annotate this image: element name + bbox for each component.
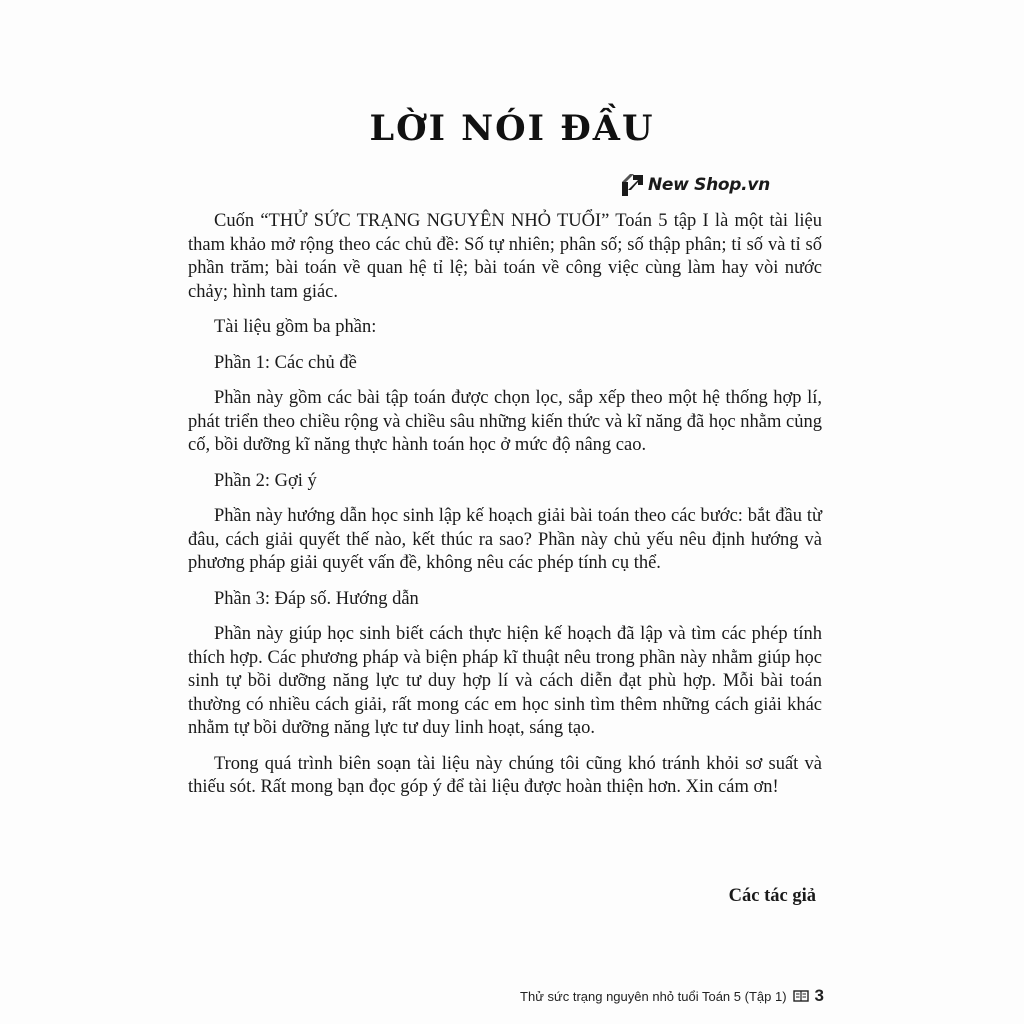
preface-body [188,210,822,812]
watermark-logo [620,170,770,200]
page-number: 3 [814,986,824,1005]
page-footer [520,986,824,1006]
paragraph-closing: Trong quá trình biên soạn tài liệu này chúng tôi cũng khó tránh khỏi sơ suất và thiếu sót. Rất mong bạn đọc góp ý để tài liệu được hoàn thiện hơn. Xin cám ơn! [188,753,822,797]
logo-text: New Shop.vn [648,175,770,195]
book-icon [793,989,809,1003]
paragraph-part-2: Phần này hướng dẫn học sinh lập kế hoạch giải bài toán theo các bước: bắt đầu từ đâu, cách giải quyết thế nào, kết thúc ra sao? Phần này chủ yếu nêu định hướng và phương pháp giải quyết vấn đề, không nêu các phép tính cụ thể. [188,506,822,573]
paragraph-part-1: Phần này gồm các bài tập toán được chọn lọc, sắp xếp theo một hệ thống hợp lí, phát triển theo chiều rộng và chiều sâu những kiến thức và kĩ năng đã học nhằm củng cố, bồi dưỡng kĩ năng thực hành toán học ở mức độ nâng cao. [188,388,822,455]
footer-book-title: Thử sức trạng nguyên nhỏ tuổi Toán 5 (Tập 1) [520,988,787,1004]
section-heading-part-2: Phần 2: Gợi ý [214,470,317,491]
signature: Các tác giả [728,886,816,906]
section-heading-part-1: Phần 1: Các chủ đề [214,352,357,373]
paragraph-part-3: Phần này giúp học sinh biết cách thực hiện kế hoạch đã lập và tìm các phép tính thích hợp. Các phương pháp và biện pháp kĩ thuật nêu trong phần này nhằm giúp học sinh tự bồi dưỡng năng lực tư duy hợp lí và cách diễn đạt phù hợp. Mỗi bài toán thường có nhiều cách giải, rất mong các em học sinh tìm thêm những cách giải khác nhằm tự bồi dưỡng năng lực tư duy linh hoạt, sáng tạo. [188,624,822,738]
section-heading-part-3: Phần 3: Đáp số. Hướng dẫn [214,588,419,609]
paragraph-intro: Cuốn “THỬ SỨC TRẠNG NGUYÊN NHỎ TUỔI” Toán 5 tập I là một tài liệu tham khảo mở rộng theo các chủ đề: Số tự nhiên; phân số; số thập phân; tỉ số và tỉ số phần trăm; bài toán về quan hệ tỉ lệ; bài toán về công việc cùng làm hay vòi nước chảy; hình tam giác. [188,211,822,302]
paragraph-structure: Tài liệu gồm ba phần: [214,317,377,337]
page-title: LỜI NÓI ĐẦU [369,108,655,149]
arrow-logo-icon [620,172,644,198]
